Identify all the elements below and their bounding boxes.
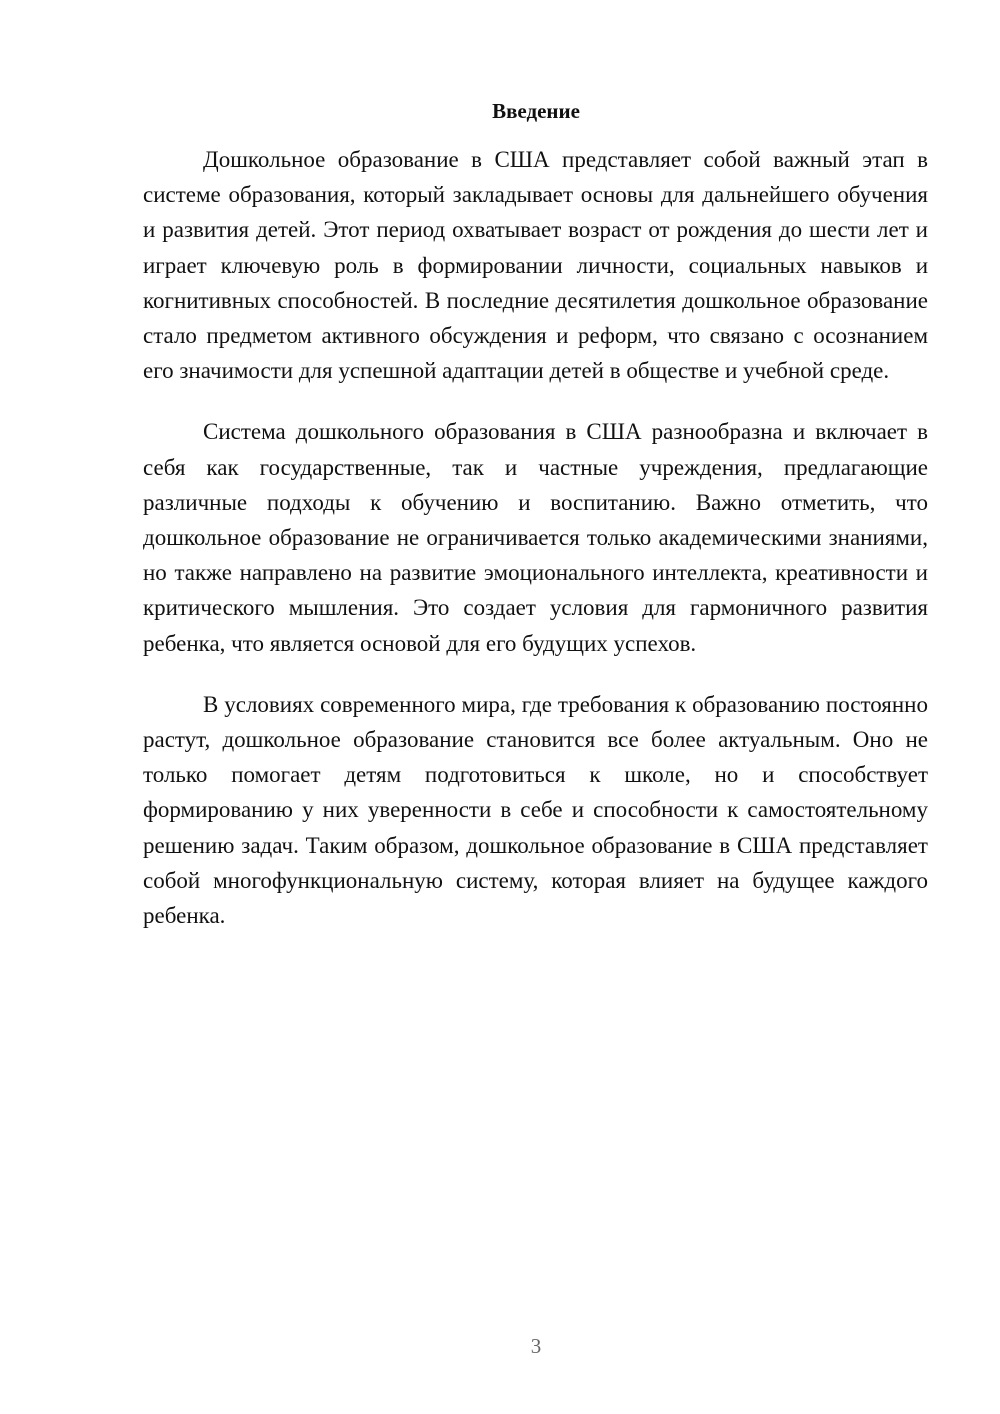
paragraph-3: В условиях современного мира, где требования к образованию постоянно растут, дошкольное образование становится все более актуальным. Оно не только помогает детям подготовиться к школе, но и способствует формированию у них уверенности в себе и способности к самостоятельному решению задач. Таким образом, дошкольное образование в США представляет собой многофункциональную систему, которая влияет на будущее каждого ребенка. [143,691,928,929]
paragraph-2: Система дошкольного образования в США разнообразна и включает в себя как государственные, так и частные учреждения, предлагающие различные подходы к обучению и воспитанию. Важно отметить, что дошкольное образование не ограничивается только академическими знаниями, но также направлено на развитие эмоционального интеллекта, креативности и критического мышления. Это создает условия для гармоничного развития ребенка, что является основой для его будущих успехов. [143,419,928,656]
paragraph-1: Дошкольное образование в США представляет собой важный этап в системе образования, который закладывает основы для дальнейшего обучения и развития детей. Этот период охватывает возраст от рождения до шести лет и играет ключевую роль в формировании личности, социальных навыков и когнитивных способностей. В последние десятилетия дошкольное образование стало предметом активного обсуждения и реформ, что связано с осознанием его значимости для успешной адаптации детей в обществе и учебной среде. [143,147,928,384]
body-text [143,142,928,959]
page-number: 3 [530,1334,542,1358]
section-title: Введение [492,99,580,123]
